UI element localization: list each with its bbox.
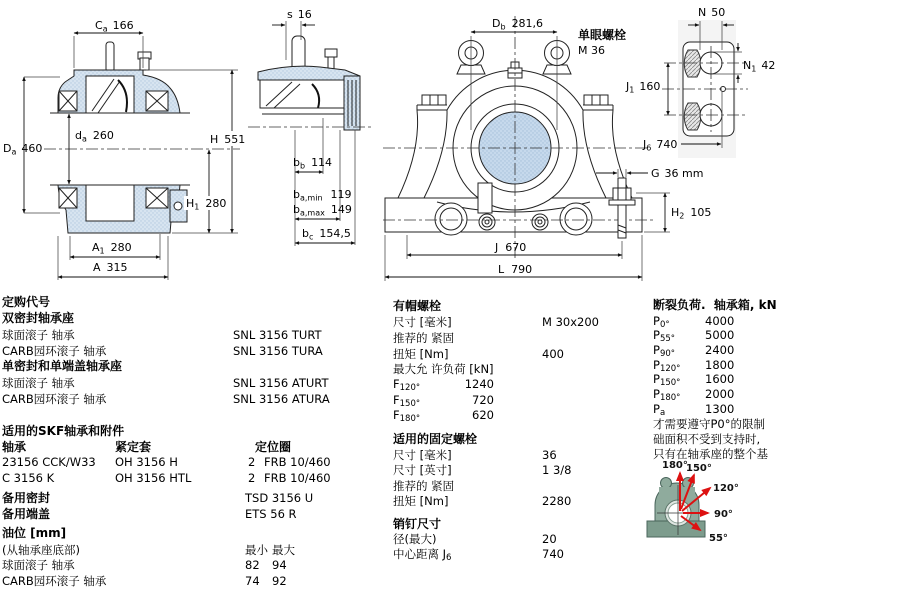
cap-bolts-left xyxy=(422,95,446,105)
dim-N: N 50 xyxy=(698,6,726,19)
ordering-title: 定购代号 xyxy=(2,295,51,309)
row-value: 400 xyxy=(542,347,564,361)
lower-seal-right xyxy=(146,188,168,208)
dim-G: G 36 mm xyxy=(651,167,704,180)
sleeve-designation: OH 3156 H xyxy=(115,455,178,469)
designation: SNL 3156 TURT xyxy=(233,328,322,342)
row-label: 尺寸 [毫米] xyxy=(393,315,452,329)
spare-cover-label: 备用端盖 xyxy=(2,507,51,521)
load-value: 1800 xyxy=(705,358,735,372)
pins-title: 销钉尺寸 xyxy=(393,517,442,531)
load-direction-illustration xyxy=(645,455,760,547)
row-label: 扭矩 [Nm] xyxy=(393,494,449,508)
row-value: 740 xyxy=(542,547,564,561)
dim-da: $d_a$ 260 xyxy=(75,129,114,144)
dim-ba-min: $b_{a,min}$ 119 xyxy=(293,188,352,203)
spare-seal-value: TSD 3156 U xyxy=(245,491,314,505)
ring-designation: FRB 10/460 xyxy=(264,455,331,469)
dim-A1: $A_1$ 280 xyxy=(92,241,132,256)
dim-J1: $J_1$ 160 xyxy=(626,80,661,95)
note-line: 只有在轴承座的整个基 xyxy=(653,447,768,461)
dim-N1: $N_1$ 42 xyxy=(743,59,776,74)
oil-level-title: 油位 [mm] xyxy=(2,526,67,540)
row-value: 1 3/8 xyxy=(542,463,572,477)
row-label: 径(最大) xyxy=(393,532,437,546)
spare-seal-label: 备用密封 xyxy=(2,491,51,505)
dim-H1: $H_1$ 280 xyxy=(186,197,227,212)
side-section-drawing xyxy=(248,8,374,246)
side-lug-hole xyxy=(174,202,182,210)
load-symbol: $P_{90^\circ}$ xyxy=(653,343,676,359)
load-symbol: $P_{180^\circ}$ xyxy=(653,387,681,403)
row-label: 推荐的 紧固 xyxy=(393,479,455,493)
dim-s: s 16 xyxy=(287,8,312,21)
grease-stud xyxy=(106,42,114,72)
load-symbol: $P_{0^\circ}$ xyxy=(653,314,670,330)
dim-Da: $D_a$ 460 xyxy=(3,142,43,157)
row-value: M 30x200 xyxy=(542,315,599,329)
load-value: 720 xyxy=(472,393,494,407)
dim-J6: $J_6$ 740 xyxy=(643,138,678,153)
col-header-sleeve: 紧定套 xyxy=(115,440,152,454)
oil-max: 92 xyxy=(272,574,287,588)
attachment-bolts-title: 适用的固定螺栓 xyxy=(393,432,478,446)
load-value: 1300 xyxy=(705,402,735,416)
oil-col-min: 最小 xyxy=(245,543,268,557)
foot-section-top xyxy=(684,50,701,77)
dim-Ca: $C_a$ 166 xyxy=(95,19,134,34)
side-bolt-shank xyxy=(328,57,334,69)
group-two-seals-heading: 双密封轴承座 xyxy=(2,311,75,325)
load-value: 2400 xyxy=(705,343,735,357)
col-header-ring: 定位圈 xyxy=(255,440,292,454)
breaking-loads-title: 断裂负荷. 轴承箱, kN xyxy=(653,298,777,312)
load-value: 1240 xyxy=(464,377,494,391)
note-line: 础面积不受到支持时, xyxy=(653,432,761,446)
max-load-heading: 最大允 许负荷 [kN] xyxy=(393,362,494,376)
ring-qty: 2 xyxy=(248,471,256,485)
angle-label-90: 90° xyxy=(714,509,733,520)
note-line: 才需要遵守P0°的限制 xyxy=(653,417,766,431)
cap-bolt-shank xyxy=(140,58,149,70)
lower-bearing-cavity xyxy=(86,185,134,221)
upper-seal-right xyxy=(146,91,168,111)
dim-H: H 551 xyxy=(210,133,246,146)
load-value: 620 xyxy=(472,408,494,422)
row-label: 球面滚子 轴承 xyxy=(2,376,75,390)
drain-slot xyxy=(478,183,492,213)
technical-drawings xyxy=(0,0,900,292)
row-label: 尺寸 [毫米] xyxy=(393,448,452,462)
row-label: 尺寸 [英寸] xyxy=(393,463,452,477)
dim-bc: $b_c$ 154,5 xyxy=(302,227,351,242)
oil-col-max: 最大 xyxy=(272,543,295,557)
dim-A: A 315 xyxy=(93,261,128,274)
oil-level-subtitle: (从轴承座底部) xyxy=(2,543,80,557)
col-header-bearing: 轴承 xyxy=(2,440,27,454)
upper-seal-left xyxy=(59,91,77,111)
load-value: 5000 xyxy=(705,328,735,342)
cap-bolts-title: 有帽螺栓 xyxy=(393,299,442,313)
row-label: CARB园环滚子 轴承 xyxy=(2,344,107,358)
foot-section-bottom xyxy=(684,103,701,130)
row-value: 20 xyxy=(542,532,557,546)
side-bearing-cavity xyxy=(260,80,344,108)
group-one-seal-heading: 单密封和单端盖轴承座 xyxy=(2,359,123,373)
angle-label-180: 180° xyxy=(662,460,688,471)
dim-L: L 790 xyxy=(498,263,533,276)
dim-ba-max: $b_{a,max}$ 149 xyxy=(293,203,352,218)
cap-bolts-right xyxy=(584,95,608,105)
load-value: 4000 xyxy=(705,314,735,328)
load-symbol: $F_{150^\circ}$ xyxy=(393,393,421,409)
front-section-drawing xyxy=(3,19,245,280)
side-bolt-head xyxy=(325,49,337,57)
oil-min: 82 xyxy=(245,558,260,572)
spare-cover-value: ETS 56 R xyxy=(245,507,297,521)
load-symbol: $F_{180^\circ}$ xyxy=(393,408,421,424)
oil-row-label: CARB园环滚子 轴承 xyxy=(2,574,107,588)
base-top-drawing xyxy=(625,6,775,158)
bearings-title: 适用的SKF轴承和附件 xyxy=(2,424,125,438)
designation: SNL 3156 ATURT xyxy=(233,376,329,390)
bearing-designation: 23156 CCK/W33 xyxy=(2,455,96,469)
load-symbol: $P_a$ xyxy=(653,402,666,418)
load-value: 1600 xyxy=(705,372,735,386)
dim-Db: $D_b$ 281,6 xyxy=(492,17,544,32)
ring-designation: FRB 10/460 xyxy=(264,471,331,485)
dim-J: J 670 xyxy=(495,241,527,254)
load-value: 2000 xyxy=(705,387,735,401)
ring-qty: 2 xyxy=(248,455,256,469)
designation: SNL 3156 ATURA xyxy=(233,392,330,406)
eyebolt-label: 单眼螺栓 xyxy=(578,28,627,42)
row-value: 2280 xyxy=(542,494,572,508)
load-symbol: $F_{120^\circ}$ xyxy=(393,377,421,393)
angle-label-120: 120° xyxy=(713,483,739,494)
row-label: 扭矩 [Nm] xyxy=(393,347,449,361)
eyebolt-size: M 36 xyxy=(578,44,605,57)
row-label: 中心距离 $J_6$ xyxy=(393,547,452,563)
designation: SNL 3156 TURA xyxy=(233,344,323,358)
dim-bb: $b_b$ 114 xyxy=(293,156,333,171)
row-value: 36 xyxy=(542,448,557,462)
oil-row-label: 球面滚子 轴承 xyxy=(2,558,75,572)
lower-seal-left xyxy=(59,188,77,208)
angle-label-150: 150° xyxy=(686,463,712,474)
dim-H2: $H_2$ 105 xyxy=(671,206,712,221)
oil-max: 94 xyxy=(272,558,287,572)
row-label: 推荐的 紧固 xyxy=(393,331,455,345)
load-symbol: $P_{55^\circ}$ xyxy=(653,328,676,344)
bearing-designation: C 3156 K xyxy=(2,471,55,485)
row-label: 球面滚子 轴承 xyxy=(2,328,75,342)
row-label: CARB园环滚子 轴承 xyxy=(2,392,107,406)
load-symbol: $P_{120^\circ}$ xyxy=(653,358,681,374)
load-symbol: $P_{150^\circ}$ xyxy=(653,372,681,388)
angle-label-55: 55° xyxy=(709,533,728,544)
oil-min: 74 xyxy=(245,574,260,588)
sleeve-designation: OH 3156 HTL xyxy=(115,471,192,485)
